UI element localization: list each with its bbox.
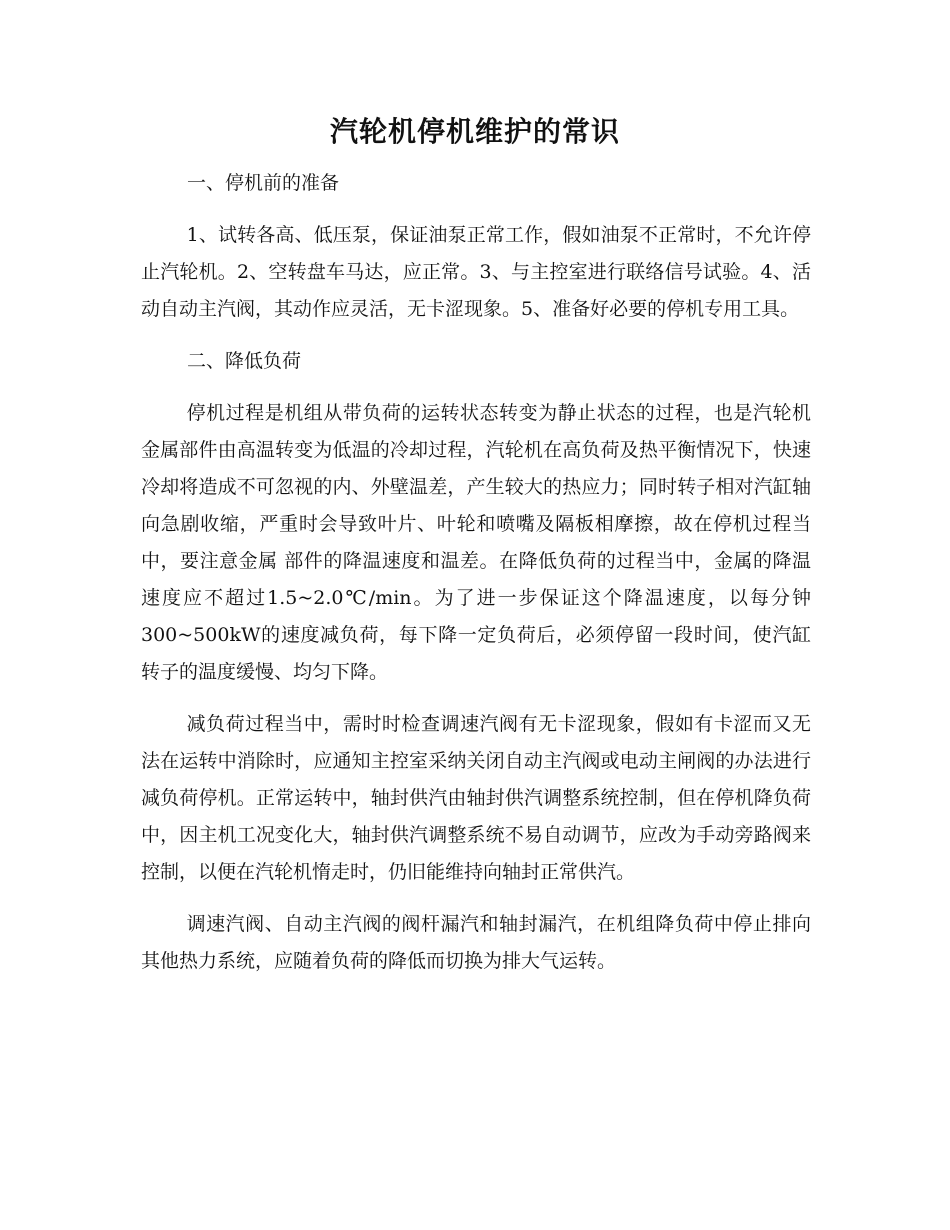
- document-title: 汽轮机停机维护的常识: [329, 115, 620, 148]
- document-body: [141, 165, 811, 980]
- paragraph-gap: [141, 202, 811, 217]
- paragraph-gap: [141, 891, 811, 906]
- paragraph-shutdown-process: 停机过程是机组从带负荷的运转状态转变为静止状态的过程，也是汽轮机金属部件由高温转变为低温的冷却过程，汽轮机在高负荷及热平衡情况下，快速冷却将造成不可忽视的内、外壁温差，产生较大的热应力；同时转子相对汽缸轴向急剧收缩，严重时会导致叶片、叶轮和喷嘴及隔板相摩擦，故在停机过程当中，要注意金属 部件的降温速度和温差。在降低负荷的过程当中，金属的降温速度应不超过1.5~2.0℃/min。为了进一步保证这个降温速度，以每分钟300~500kW的速度减负荷，每下降一定负荷后，必须停留一段时间，使汽缸转子的温度缓慢、均匀下降。: [141, 402, 811, 683]
- section-heading-preparation: 一、停机前的准备: [187, 172, 340, 194]
- paragraph-valve-leakage: 调速汽阀、自动主汽阀的阀杆漏汽和轴封漏汽，在机组降负荷中停止排向其他热力系统，应随着负荷的降低而切换为排大气运转。: [141, 913, 811, 972]
- paragraph-load-reduction: 减负荷过程当中，需时时检查调速汽阀有无卡涩现象，假如有卡涩而又无法在运转中消除时，应通知主控室采纳关闭自动主汽阀或电动主闸阀的办法进行减负荷停机。正常运转中，轴封供汽由轴封供汽调整系统控制，但在停机降负荷中，因主机工况变化大，轴封供汽调整系统不易自动调节，应改为手动旁路阀来控制，以便在汽轮机惰走时，仍旧能维持向轴封正常供汽。: [141, 713, 811, 883]
- paragraph-gap: [141, 380, 811, 395]
- paragraph-gap: [141, 328, 811, 343]
- section-heading-reduce-load: 二、降低负荷: [187, 350, 302, 372]
- paragraph-preparation-steps: 1、试转各高、低压泵，保证油泵正常工作，假如油泵不正常时，不允许停止汽轮机。2、空转盘车马达，应正常。3、与主控室进行联络信号试验。4、活动自动主汽阀，其动作应灵活，无卡涩现象。5、准备好必要的停机专用工具。: [141, 224, 811, 320]
- paragraph-gap: [141, 691, 811, 706]
